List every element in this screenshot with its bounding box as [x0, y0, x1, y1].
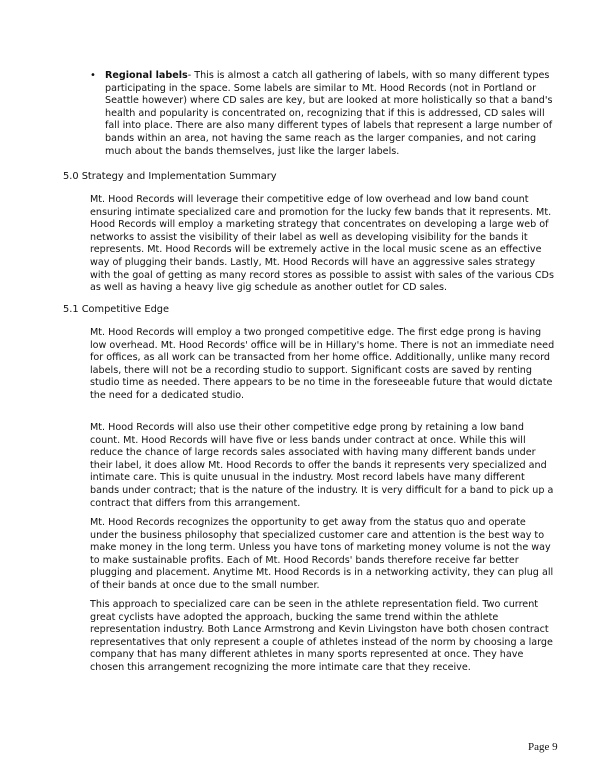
bullet-icon: • [90, 70, 96, 81]
paragraph-5-1-b: Mt. Hood Records will also use their other competitive edge prong by retaining a low band count. Mt. Hood Records will have five or less bands under contract at once. While this will reduce the chance of large records sales associated with having many different bands under their label, it does allow Mt. Hood Records to offer the bands it represents very specialized and intimate care. This is quite unusual in the industry. Most record labels have many different bands under contract; that is the nature of the industry. It is very difficult for a band to pick up a contract that differs from this arrangement. [90, 422, 554, 509]
heading-5-0: 5.0 Strategy and Implementation Summary [63, 171, 277, 182]
bullet-body: - This is almost a catch all gathering of labels, with so many different types participating in the space. Some labels are similar to Mt. Hood Records (not in Portland or Seattle however) where CD sales are key, but are looked at more holistically so that a band's health and popularity is concentrated on, recognizing that if this is addressed, CD sales will fall into place. There are also many different types of labels that represent a large number of bands within an area, not having the same reach as the larger companies, and not caring much about the bands themselves, just like the larger labels. [105, 70, 553, 157]
bullet-text [105, 70, 556, 158]
paragraph-5-1-a: Mt. Hood Records will employ a two pronged competitive edge. The first edge prong is having low overhead. Mt. Hood Records' office will be in Hillary's home. There is not an immediate need for offices, as all work can be transacted from her home office. Additionally, unlike many record labels, there will not be a recording studio to support. Significant costs are saved by renting studio time as needed. There appears to be no time in the foreseeable future that would dictate the need for a dedicated studio. [90, 327, 555, 401]
paragraph-5-1-d: This approach to specialized care can be seen in the athlete representation field. Two current great cyclists have adopted the approach, bucking the same trend within the athlete representation industry. Both Lance Armstrong and Kevin Livingston have both chosen contract representatives that only represent a couple of athletes instead of the norm by choosing a large company that has many different athletes in many sports represented at once. They have chosen this arrangement recognizing the more intimate care that they receive. [90, 599, 553, 673]
heading-5-1: 5.1 Competitive Edge [63, 304, 170, 315]
page-number: Page 9 [528, 741, 558, 753]
bullet-title: Regional labels [105, 70, 188, 81]
paragraph-5-0: Mt. Hood Records will leverage their competitive edge of low overhead and low band count ensuring intimate specialized care and promotion for the lucky few bands that it represents. Mt. Hood Records will employ a marketing strategy that concentrates on developing a large web of networks to assist the visibility of their label as well as developing visibility for the bands it represents. Mt. Hood Records will be extremely active in the local music scene as an effective way of plugging their bands. Lastly, Mt. Hood Records will have an aggressive sales strategy with the goal of getting as many record stores as possible to assist with sales of the various CDs as well as having a heavy live gig schedule as another outlet for CD sales. [90, 194, 554, 294]
paragraph-5-1-c: Mt. Hood Records recognizes the opportunity to get away from the status quo and operate under the business philosophy that specialized customer care and attention is the best way to make money in the long term. Unless you have tons of marketing money volume is not the way to make sustainable profits. Each of Mt. Hood Records' bands therefore receive far better plugging and placement. Anytime Mt. Hood Records is in a networking activity, they can plug all of their bands at once due to the small number. [90, 517, 554, 591]
